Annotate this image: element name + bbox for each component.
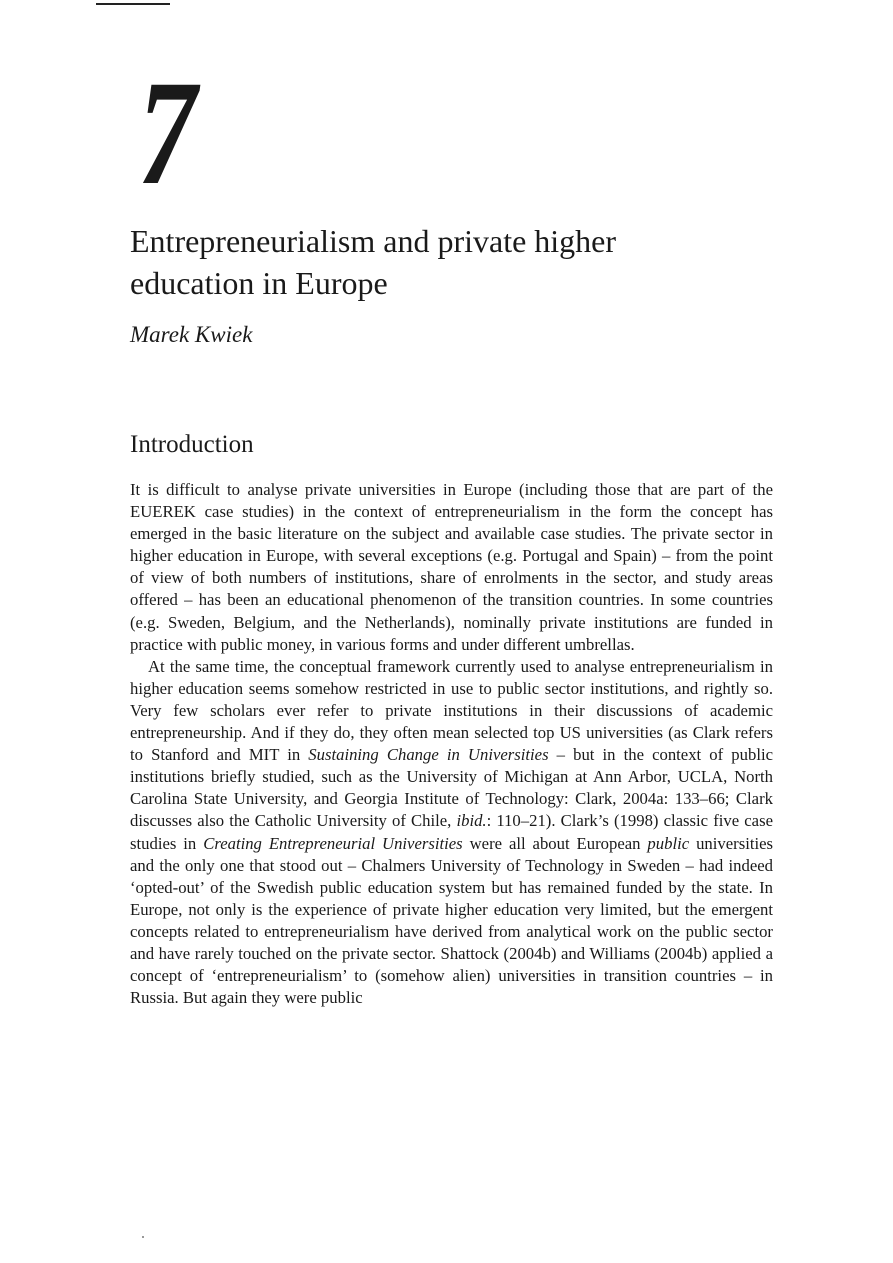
paragraph-2-text-a: At the same time, the conceptual framework currently used to analyse entrepreneurialism in higher education seems somehow restricted in use to public sector institutions, and rightly so. Very few scholars ever refer to private institutions in their discussions of academic entrepreneurship. And if they do, they often mean selected top US universities (as Clark refers to Stanford and MIT in: [130, 656, 773, 765]
section-heading: Introduction: [130, 431, 254, 458]
body-text: [130, 479, 773, 1009]
ibid-reference: ibid.: [456, 811, 487, 831]
emphasis-public: public: [647, 833, 690, 853]
paragraph-2-text-b: – but in the context of public institutions briefly studied, such as the University of Michigan at Ann Arbor, UCLA, North Carolina State University, and Georgia Institute of Technology: Clark, 2004a: 133–66; Clark discusses also the Catholic University of Chile,: [130, 745, 773, 831]
author-name: Marek Kwiek: [130, 322, 253, 347]
top-rule: [96, 3, 170, 5]
paragraph-2-text-d: were all about European: [462, 833, 648, 853]
paragraph-2: [130, 656, 773, 1010]
book-title-creating-entrepreneurial: Creating Entrepreneurial Universities: [203, 833, 463, 853]
paragraph-1: It is difficult to analyse private universities in Europe (including those that are part of the EUEREK case studies) in the context of entrepreneurialism in the form the concept has emerged in the basic literature on the subject and available case studies. The private sector in higher education in Europe, with several exceptions (e.g. Portugal and Spain) – from the point of view of both numbers of institutions, share of enrolments in the sector, and study areas offered – has been an educational phenomenon of the transition countries. In some countries (e.g. Sweden, Belgium, and the Netherlands), nominally private institutions are funded in practice with public money, in various forms and under different umbrellas.: [130, 480, 773, 654]
chapter-title-line-2: education in Europe: [130, 265, 388, 301]
chapter-title: [130, 220, 830, 304]
paragraph-2-text-e: universities and the only one that stood out – Chalmers University of Technology in Sweden – had indeed ‘opted-out’ of the Swedish public education system but has remained funded by the state. In Europe, not only is the experience of private higher education very limited, but the emergent concepts related to entrepreneurialism have derived from analytical work on the public sector and have rarely touched on the private sector. Shattock (2004b) and Williams (2004b) applied a concept of ‘entrepreneurialism’ to (somehow alien) universities in transition countries – in Russia. But again they were public: [130, 833, 773, 1008]
book-title-sustaining-change: Sustaining Change in Universities: [308, 745, 549, 765]
chapter-title-line-1: Entrepreneurialism and private higher: [130, 223, 617, 259]
paragraph-2-text-c: : 110–21). Clark’s (1998) classic five case studies in: [130, 811, 773, 853]
chapter-number: 7: [138, 50, 197, 216]
scan-mark: [142, 1236, 144, 1238]
